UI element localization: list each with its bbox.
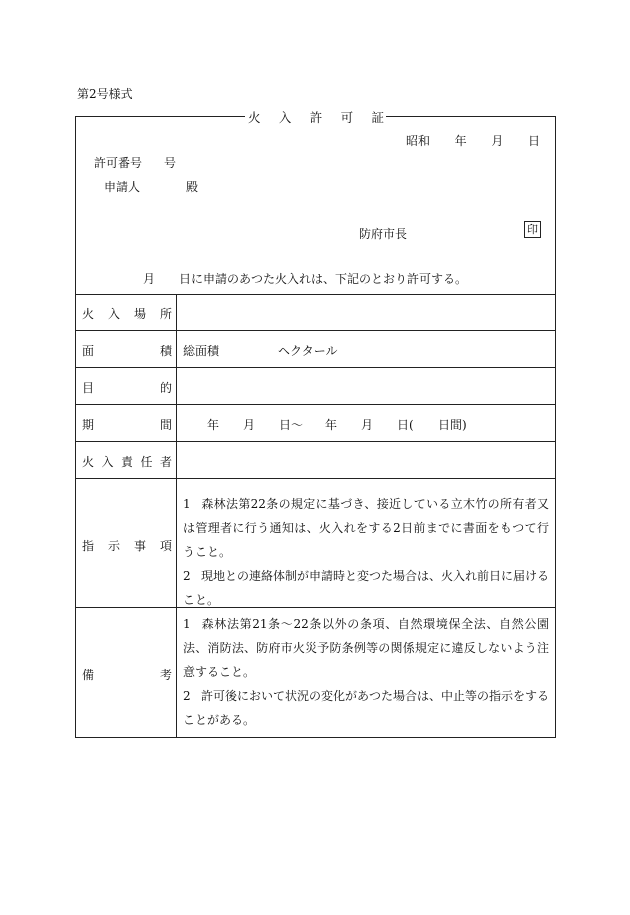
year-label: 年 [454, 134, 467, 148]
period-end-day: 日( [397, 418, 414, 432]
label-char: 火 [82, 307, 95, 321]
label-char: 火 [82, 455, 95, 469]
table-divider [75, 330, 556, 331]
issue-date [406, 132, 540, 149]
period-end-year: 年 [325, 418, 338, 432]
label-char: 期 [82, 418, 95, 432]
table-divider [75, 404, 556, 405]
era-label: 昭和 [406, 134, 431, 148]
list-item [183, 684, 549, 732]
label-char: 場 [133, 307, 146, 321]
item-number: 2 [183, 689, 191, 703]
area-unit: ヘクタール [278, 344, 338, 358]
area-total-label: 総面積 [183, 344, 220, 358]
label-char: 目 [82, 381, 95, 395]
title-char: 証 [371, 110, 384, 125]
table-divider [75, 367, 556, 368]
item-number: 1 [183, 497, 191, 511]
title-char: 入 [278, 110, 292, 125]
period-start-year: 年 [207, 418, 220, 432]
permit-number [94, 154, 176, 171]
applicant [104, 178, 198, 195]
label-char: 項 [159, 539, 172, 553]
item-text: 現地との連絡体制が申請時と変つた場合は、火入れ前日に届けること。 [183, 569, 550, 607]
label-char: 入 [107, 307, 120, 321]
seal-mark: 印 [524, 221, 541, 238]
table-divider [75, 294, 556, 295]
responsible-label [82, 453, 172, 470]
applicant-honorific: 殿 [186, 180, 199, 194]
title-char: 許 [309, 110, 323, 125]
label-char: 事 [133, 539, 146, 553]
location-label [82, 305, 172, 322]
item-number: 2 [183, 569, 191, 583]
label-char: 備 [82, 668, 95, 682]
item-text: 許可後において状況の変化があつた場合は、中止等の指示をすることがある。 [183, 689, 550, 727]
item-text: 森林法第21条〜22条以外の条項、自然環境保全法、自然公園法、消防法、防府市火災予防条例等の関係規定に違反しないよう注意すること。 [183, 617, 549, 679]
label-char: 示 [107, 539, 120, 553]
area-label [82, 342, 172, 359]
instructions-label [82, 537, 172, 554]
table-divider [75, 441, 556, 442]
remarks-label [82, 666, 172, 683]
statement-month: 月 [143, 272, 156, 286]
mayor-title: 防府市長 [359, 227, 408, 241]
remarks-list [183, 612, 549, 732]
label-char: 面 [82, 344, 95, 358]
applicant-label: 申請人 [104, 180, 141, 194]
table-divider [75, 478, 556, 479]
item-number: 1 [183, 617, 191, 631]
label-char: 者 [159, 455, 172, 469]
label-char: 指 [82, 539, 95, 553]
label-char: 責 [120, 455, 133, 469]
title-char: 可 [340, 110, 354, 125]
period-days: 日間) [438, 418, 467, 432]
label-char: 間 [159, 418, 172, 432]
list-item [183, 564, 549, 612]
permit-number-label: 許可番号 [94, 156, 143, 170]
table-column-divider [176, 294, 177, 738]
label-char: 入 [101, 455, 114, 469]
period-start-month: 月 [243, 418, 256, 432]
label-char: 積 [159, 344, 172, 358]
form-id: 第2号様式 [77, 87, 133, 101]
label-char: 任 [140, 455, 153, 469]
period-end-month: 月 [361, 418, 374, 432]
month-label: 月 [491, 134, 504, 148]
label-char: 考 [159, 668, 172, 682]
title-char: 火 [248, 110, 261, 125]
purpose-label [82, 379, 172, 396]
statement-text: 日に申請のあつた火入れは、下記のとおり許可する。 [179, 272, 468, 286]
label-char: 所 [159, 307, 172, 321]
period-start-day: 日〜 [279, 418, 304, 432]
permit-statement [143, 270, 467, 287]
item-text: 森林法第22条の規定に基づき、接近している立木竹の所有者又は管理者に行う通知は、火入れをする2日前までに書面をもつて行うこと。 [183, 497, 549, 559]
day-label: 日 [527, 134, 540, 148]
label-char: 的 [159, 381, 172, 395]
period-label [82, 416, 172, 433]
list-item [183, 492, 549, 564]
permit-number-suffix: 号 [164, 156, 177, 170]
list-item [183, 612, 549, 684]
instructions-list [183, 492, 549, 612]
